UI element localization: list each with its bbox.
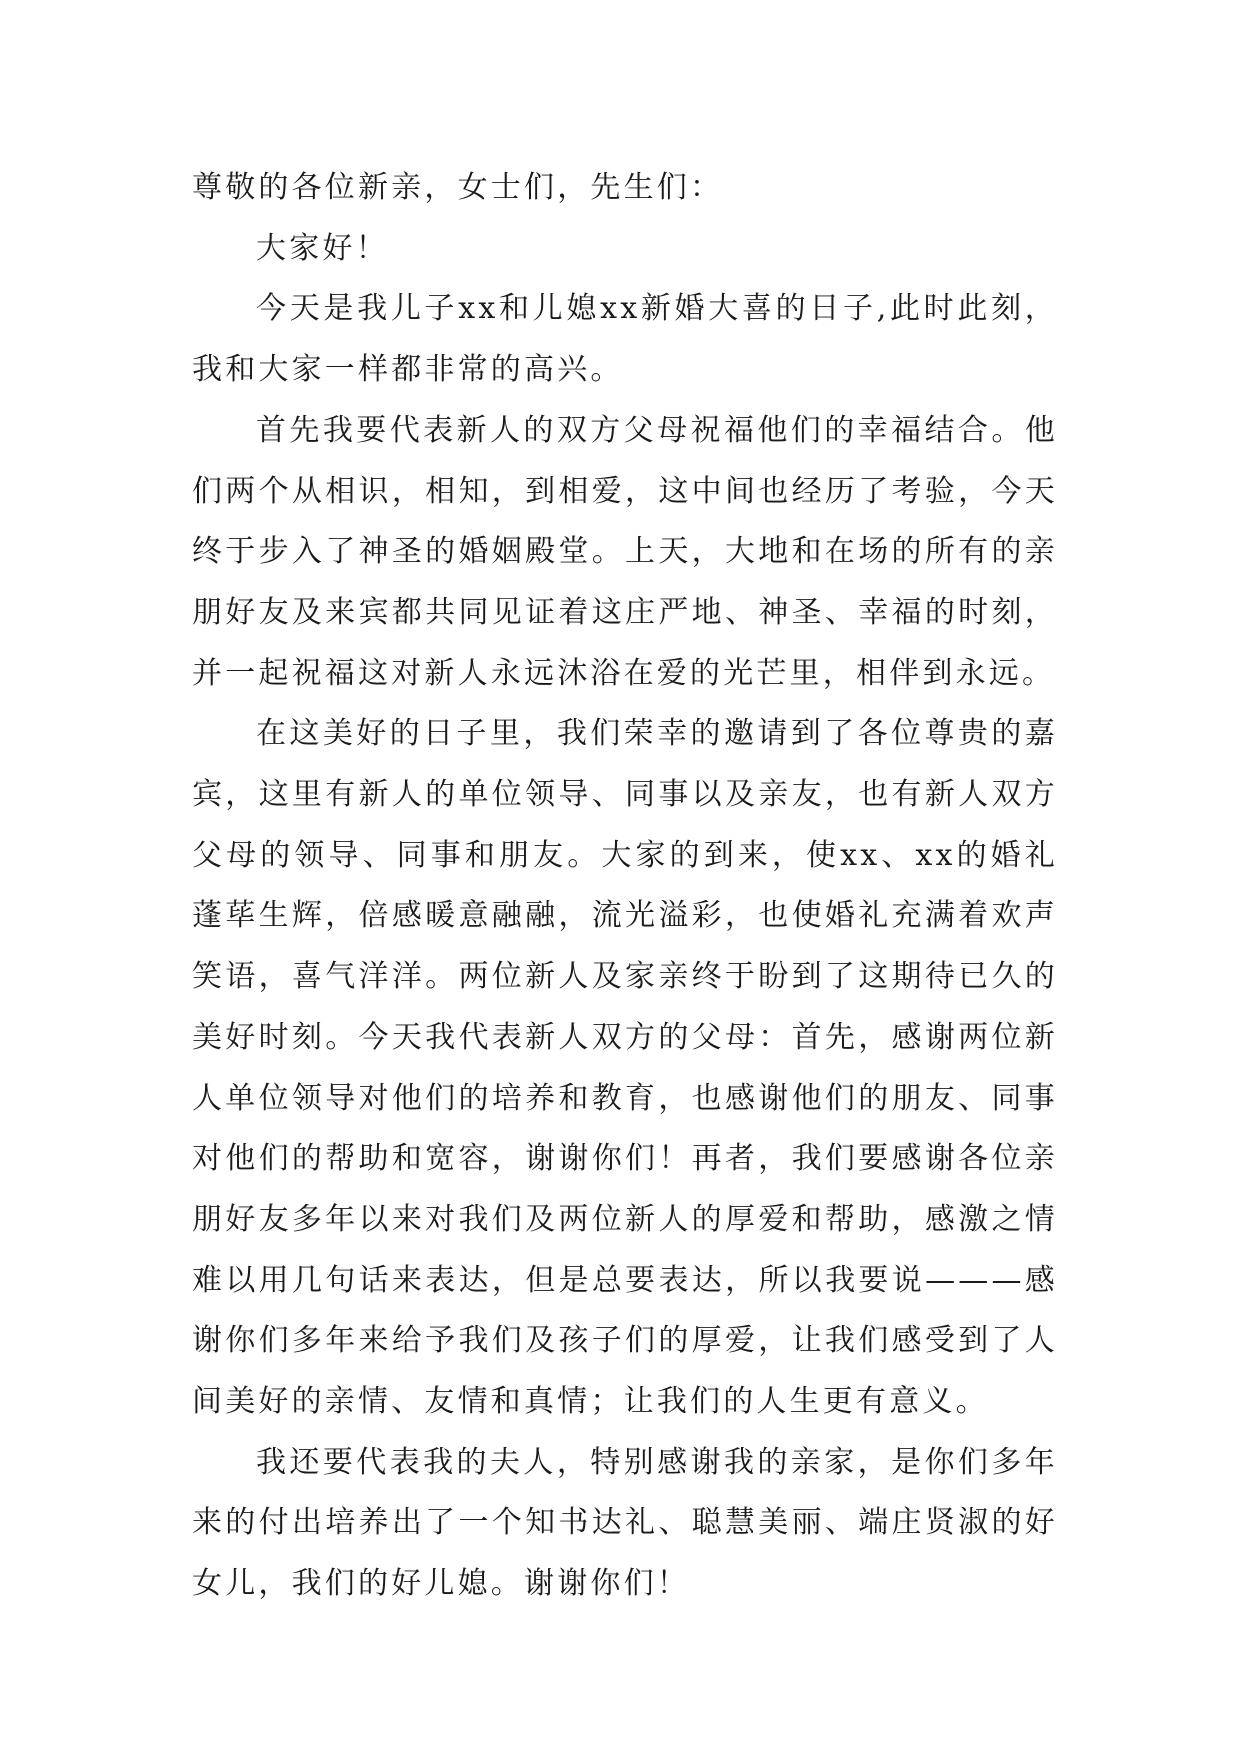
document-body xyxy=(192,158,1058,1615)
paragraph-blessing: 首先我要代表新人的双方父母祝福他们的幸福结合。他们两个从相识，相知，到相爱，这中间也经历了考验，今天终于步入了神圣的婚姻殿堂。上天，大地和在场的所有的亲朋好友及来宾都共同见证着这庄严地、神圣、幸福的时刻，并一起祝福这对新人永远沐浴在爱的光芒里，相伴到永远。 xyxy=(192,412,1058,691)
paragraph-thanks-guests: 在这美好的日子里，我们荣幸的邀请到了各位尊贵的嘉宾，这里有新人的单位领导、同事以及亲友，也有新人双方父母的领导、同事和朋友。大家的到来，使xx、xx的婚礼蓬荜生辉，倍感暖意融融，流光溢彩，也使婚礼充满着欢声笑语，喜气洋洋。两位新人及家亲终于盼到了这期待已久的美好时刻。今天我代表新人双方的父母：首先，感谢两位新人单位领导对他们的培养和教育，也感谢他们的朋友、同事对他们的帮助和宽容，谢谢你们！再者，我们要感谢各位亲朋好友多年以来对我们及两位新人的厚爱和帮助，感激之情难以用几句话来表达，但是总要表达，所以我要说———感谢你们多年来给予我们及孩子们的厚爱，让我们感受到了人间美好的亲情、友情和真情；让我们的人生更有意义。 xyxy=(192,716,1058,1420)
paragraph-greeting: 大家好！ xyxy=(256,230,389,266)
paragraph-thanks-in-laws: 我还要代表我的夫人，特别感谢我的亲家，是你们多年来的付出培养出了一个知书达礼、聪慧美丽、端庄贤淑的好女儿，我们的好儿媳。谢谢你们！ xyxy=(192,1444,1058,1602)
paragraph-occasion: 今天是我儿子xx和儿媳xx新婚大喜的日子,此时此刻，我和大家一样都非常的高兴。 xyxy=(192,291,1058,388)
salutation: 尊敬的各位新亲，女士们，先生们： xyxy=(192,170,724,205)
